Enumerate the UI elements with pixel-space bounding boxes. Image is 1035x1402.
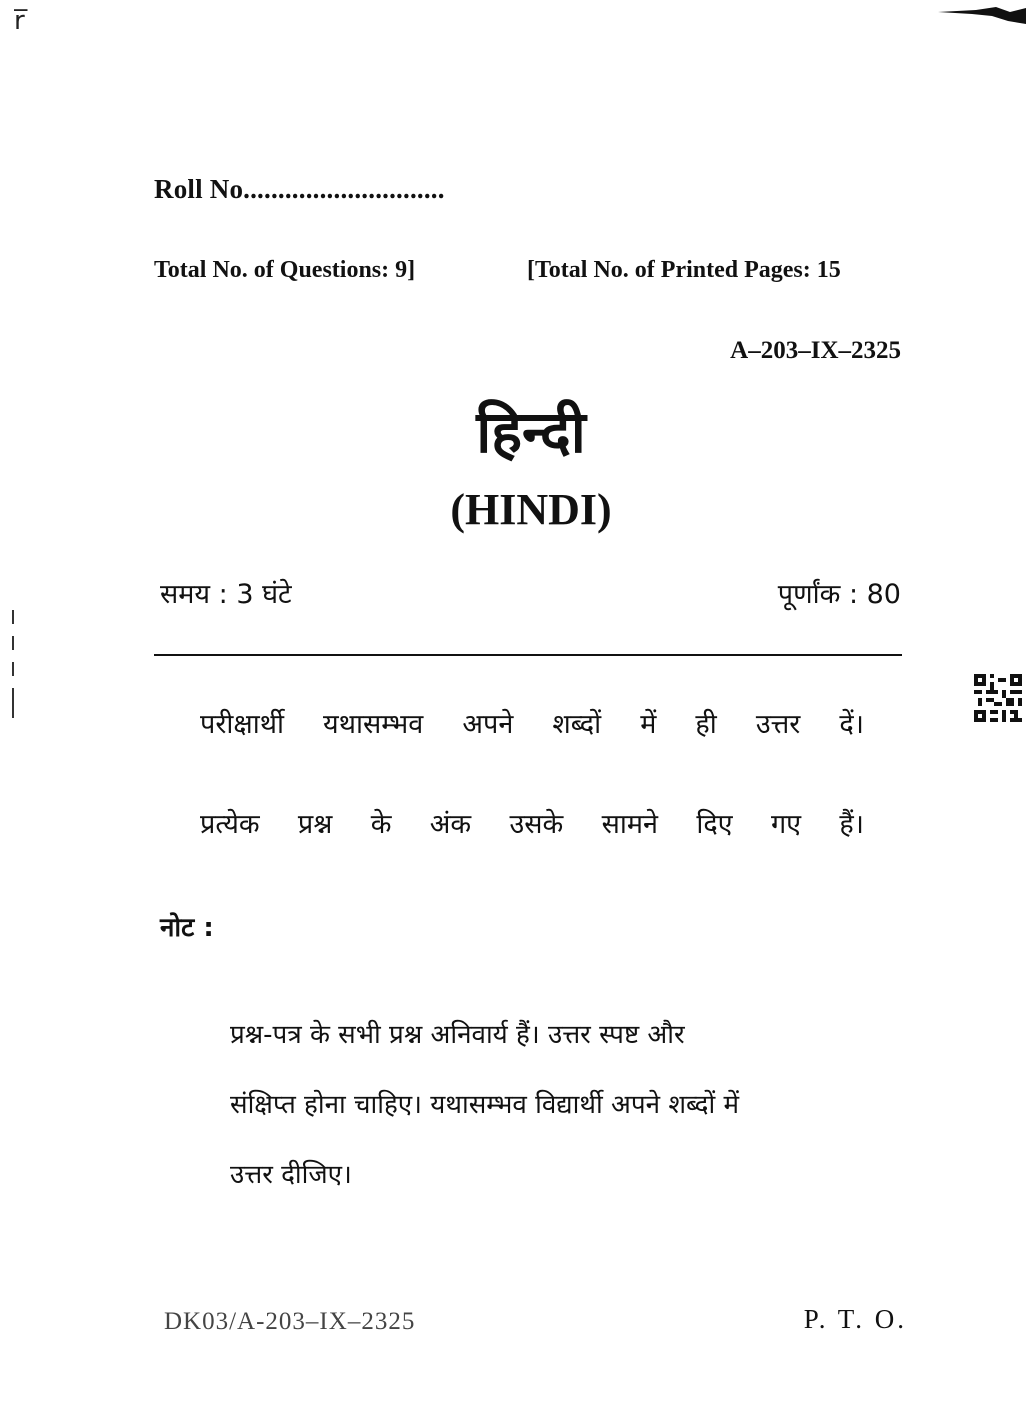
please-turn-over: P. T. O.	[803, 1304, 907, 1334]
exam-time: समय : 3 घंटे	[160, 579, 292, 610]
scan-smudge-icon	[936, 4, 1028, 30]
left-edge-tick-marks	[11, 610, 15, 720]
instruction-line-1: परीक्षार्थी यथासम्भव अपने शब्दों में ही उत्तर दें।	[200, 709, 864, 740]
subject-title-hindi: हिन्दी	[476, 398, 586, 466]
maximum-marks: पूर्णांक : 80	[777, 579, 901, 610]
total-questions: Total No. of Questions: 9]	[154, 257, 416, 283]
qr-code-icon	[974, 674, 1022, 722]
scan-corner-mark: r̅	[14, 6, 25, 36]
note-heading: नोट :	[160, 913, 214, 943]
header-divider	[154, 654, 902, 656]
subject-title-english: (HINDI)	[450, 485, 612, 534]
note-body: प्रश्न-पत्र के सभी प्रश्न अनिवार्य हैं। उत्तर स्पष्ट और संक्षिप्त होना चाहिए। यथासम्भव विद्यार्थी अपने शब्दों में उत्तर दीजिए।	[230, 1020, 740, 1190]
total-printed-pages: [Total No. of Printed Pages: 15	[527, 257, 841, 283]
instruction-line-2: प्रत्येक प्रश्न के अंक उसके सामने दिए गए हैं।	[200, 809, 864, 840]
paper-code: A–203–IX–2325	[730, 337, 901, 364]
footer-paper-code: DK03/A-203–IX–2325	[164, 1308, 416, 1335]
roll-number-field: Roll No.............................	[154, 174, 445, 204]
